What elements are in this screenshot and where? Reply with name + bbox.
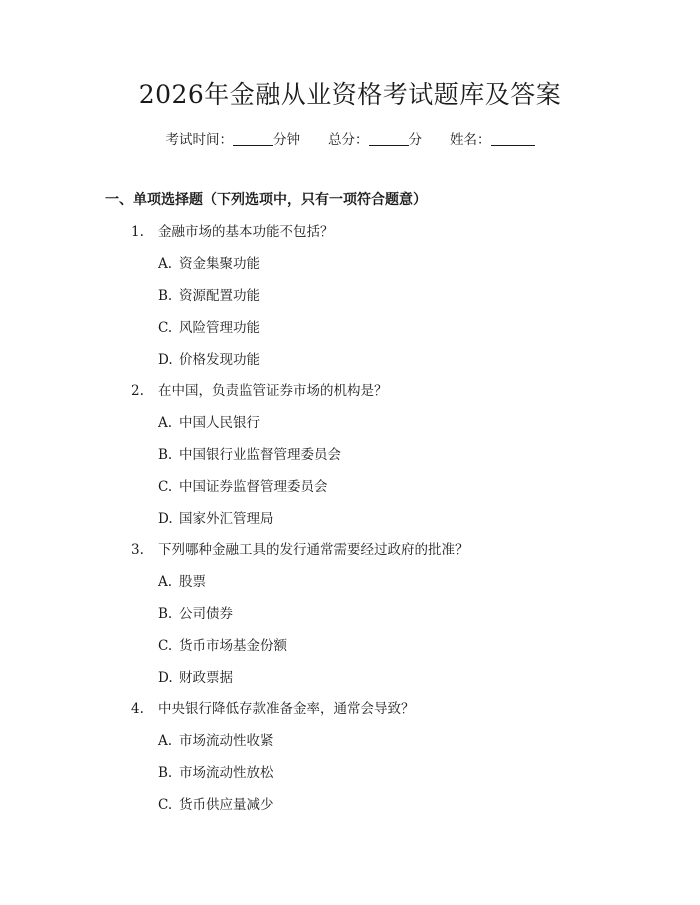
- option-text: 国家外汇管理局: [179, 511, 274, 527]
- time-unit: 分钟: [273, 132, 300, 148]
- option-text: 风险管理功能: [179, 320, 260, 336]
- option-text: 财政票据: [179, 670, 233, 686]
- question-4: [131, 699, 415, 719]
- question-number: 3.: [131, 542, 144, 558]
- option-letter: C.: [158, 479, 173, 495]
- option-letter: C.: [158, 638, 173, 654]
- question-text: 中央银行降低存款准备金率，通常会导致？: [158, 701, 415, 717]
- option-text: 市场流动性收紧: [179, 733, 274, 749]
- q2-option-c: [158, 477, 328, 497]
- option-letter: D.: [158, 670, 173, 686]
- q1-option-d: [158, 350, 260, 370]
- question-number: 1.: [131, 224, 144, 240]
- option-letter: B.: [158, 765, 173, 781]
- option-letter: A.: [158, 256, 173, 272]
- score-unit: 分: [408, 132, 422, 148]
- option-letter: A.: [158, 574, 173, 590]
- option-text: 中国银行业监督管理委员会: [179, 447, 341, 463]
- question-3: [131, 540, 469, 560]
- q3-option-b: [158, 604, 233, 624]
- q3-option-c: [158, 636, 287, 656]
- option-text: 资金集聚功能: [179, 256, 260, 272]
- score-label: 总分：: [328, 132, 369, 148]
- time-label: 考试时间：: [165, 132, 233, 148]
- question-text: 下列哪种金融工具的发行通常需要经过政府的批准？: [158, 542, 469, 558]
- q4-option-b: [158, 763, 274, 783]
- option-letter: D.: [158, 511, 173, 527]
- score-blank: [369, 131, 409, 146]
- option-text: 货币市场基金份额: [179, 638, 287, 654]
- q1-option-a: [158, 254, 260, 274]
- question-number: 4.: [131, 701, 144, 717]
- question-1: [131, 222, 334, 242]
- q2-option-a: [158, 413, 260, 433]
- name-blank: [491, 131, 535, 146]
- option-text: 资源配置功能: [179, 288, 260, 304]
- q2-option-b: [158, 445, 341, 465]
- option-letter: C.: [158, 797, 173, 813]
- option-letter: A.: [158, 733, 173, 749]
- question-text: 金融市场的基本功能不包括？: [158, 224, 334, 240]
- option-text: 价格发现功能: [179, 352, 260, 368]
- q2-option-d: [158, 509, 274, 529]
- q3-option-a: [158, 572, 206, 592]
- q1-option-c: [158, 318, 260, 338]
- option-letter: C.: [158, 320, 173, 336]
- option-letter: A.: [158, 415, 173, 431]
- option-letter: B.: [158, 447, 173, 463]
- section-heading: 一、单项选择题（下列选项中，只有一项符合题意）: [105, 192, 427, 208]
- q4-option-a: [158, 731, 274, 751]
- q1-option-b: [158, 286, 260, 306]
- option-text: 中国证券监督管理委员会: [179, 479, 328, 495]
- option-text: 货币供应量减少: [179, 797, 274, 813]
- question-2: [131, 381, 388, 401]
- exam-info-line: [0, 130, 700, 150]
- name-label: 姓名：: [450, 132, 491, 148]
- time-blank: [233, 131, 273, 146]
- q4-option-c: [158, 795, 274, 815]
- option-text: 股票: [179, 574, 206, 590]
- document-title: 2026年金融从业资格考试题库及答案: [138, 80, 562, 109]
- q3-option-d: [158, 668, 233, 688]
- option-letter: D.: [158, 352, 173, 368]
- question-number: 2.: [131, 383, 144, 399]
- option-text: 市场流动性放松: [179, 765, 274, 781]
- option-text: 中国人民银行: [179, 415, 260, 431]
- question-text: 在中国，负责监管证券市场的机构是？: [158, 383, 388, 399]
- option-text: 公司债券: [179, 606, 233, 622]
- option-letter: B.: [158, 288, 173, 304]
- option-letter: B.: [158, 606, 173, 622]
